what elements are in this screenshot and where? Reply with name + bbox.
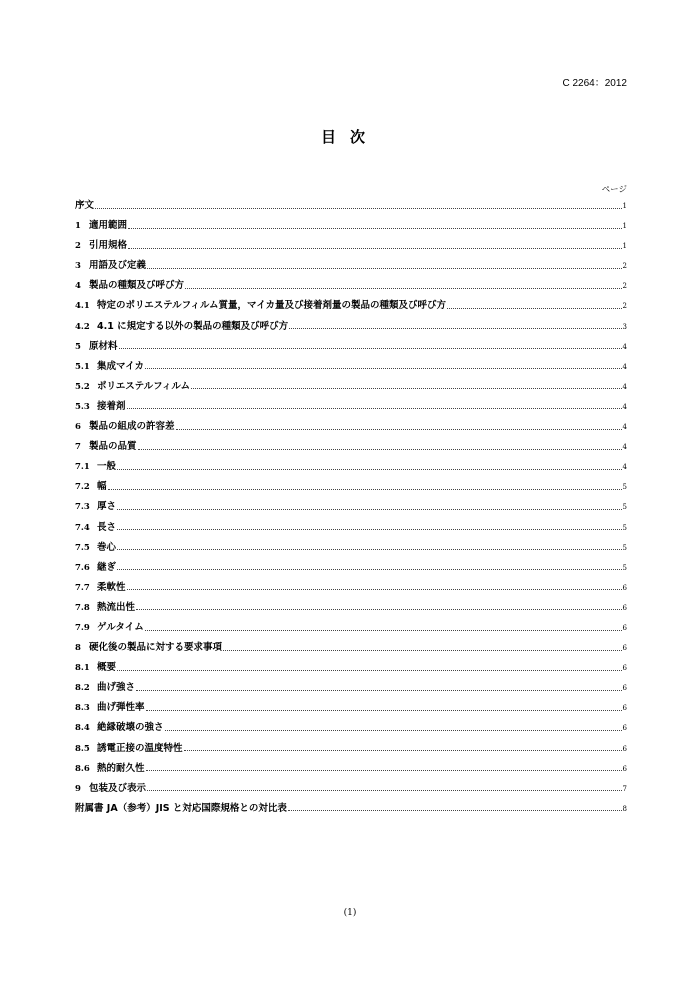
toc-entry[interactable] [75,477,627,497]
toc-entry-page: 6 [622,744,627,753]
toc-entry-page: 6 [622,764,627,773]
toc-entry-number: 5.1 [75,361,90,372]
toc-leader-dots [191,388,622,389]
toc-entry-label: 引用規格 [89,240,128,252]
toc-entry-page: 4 [622,443,627,452]
toc-entry[interactable] [75,236,627,256]
toc-entry-label: 絶縁破壊の強さ [97,722,164,734]
toc-entry-label: 柔軟性 [97,581,126,593]
toc-entry[interactable] [75,538,627,558]
toc-entry-page: 5 [622,543,627,552]
toc-entry-number: 4.1 [75,301,90,312]
toc-entry-label: 長さ [97,521,117,533]
toc-entry-page: 1 [622,222,627,231]
toc-leader-dots [136,690,622,691]
toc-entry-number: 7.5 [75,542,90,553]
toc-entry-label: 製品の組成の許容差 [89,421,175,433]
toc-leader-dots [447,308,622,309]
toc-entry-number: 1 [75,221,81,232]
toc-entry-number: 7.8 [75,602,90,613]
page-column-label: ページ [601,185,627,195]
toc-entry-label: 巻心 [97,541,117,553]
toc-entry-label: 厚さ [97,501,117,513]
toc-leader-dots [184,750,622,751]
toc-entry[interactable] [75,518,627,538]
toc-entry-page: 6 [622,644,627,653]
toc-entry-number: 8.1 [75,663,90,674]
toc-entry-label: 原材料 [89,340,118,352]
toc-leader-dots [145,630,622,631]
toc-entry-page: 3 [622,322,627,331]
toc-entry-number: 8.3 [75,703,90,714]
toc-entry[interactable] [75,437,627,457]
toc-entry-page: 1 [622,202,627,210]
toc-entry[interactable] [75,296,627,316]
toc-entry[interactable] [75,276,627,296]
toc-leader-dots [117,569,622,570]
document-code: C 2264：2012 [562,78,627,89]
toc-entry-label: 附属書 JA（参考）JIS と対応国際規格との対比表 [75,802,287,814]
toc-entry-page: 2 [622,282,627,291]
toc-leader-dots [185,288,622,289]
toc-entry-label: 適用範囲 [89,220,128,232]
toc-entry-label: 集成マイカ [97,360,145,372]
toc-entry-page: 4 [622,342,627,351]
toc-entry-page: 6 [622,583,627,592]
toc-entry-label: 硬化後の製品に対する要求事項 [89,642,223,654]
toc-entry[interactable] [75,417,627,437]
toc-entry-label: 誘電正接の温度特性 [97,742,183,754]
toc-entry-page: 6 [622,664,627,673]
toc-leader-dots [117,529,622,530]
toc-leader-dots [146,710,622,711]
toc-entry[interactable] [75,638,627,658]
toc-leader-dots [117,670,622,671]
toc-entry-label: 一般 [97,461,117,473]
toc-entry-number: 6 [75,422,81,433]
toc-entry-number: 4 [75,281,81,292]
toc-entry-label: 幅 [97,481,107,493]
toc-entry[interactable] [75,256,627,276]
toc-entry-page: 5 [622,483,627,492]
toc-entry-page: 6 [622,724,627,733]
toc-entry-label: ゲルタイム [97,621,144,633]
toc-entry[interactable] [75,377,627,397]
toc-entry-number: 7 [75,442,81,453]
toc-entry-page: 6 [622,684,627,693]
toc-entry-number: 4.2 [75,321,90,332]
toc-leader-dots [128,248,622,249]
toc-entry[interactable] [75,759,627,779]
toc-entry-label: 特定のポリエステルフィルム質量，マイカ量及び接着剤量の製品の種類及び呼び方 [97,300,447,312]
toc-entry-label: 曲げ弾性率 [97,702,145,714]
page-title: 目次 [320,128,379,146]
toc-leader-dots [128,228,622,229]
toc-entry-label: 4.1 に規定する以外の製品の種類及び呼び方 [97,320,289,332]
toc-entry[interactable] [75,779,627,799]
toc-entry-number: 8.2 [75,683,90,694]
toc-leader-dots [117,469,622,470]
toc-entry-page: 8 [622,804,627,813]
toc-entry-page: 6 [622,623,627,632]
page-number: (1) [343,908,357,918]
toc-entry[interactable] [75,799,627,819]
toc-entry[interactable] [75,718,627,738]
toc-entry-number: 7.9 [75,622,90,633]
toc-leader-dots [147,268,622,269]
toc-leader-dots [117,549,622,550]
toc-entry-label: 概要 [97,662,117,674]
toc-entry-page: 2 [622,262,627,271]
toc-leader-dots [127,589,622,590]
toc-entry-number: 7.1 [75,462,90,473]
toc-entry[interactable] [75,578,627,598]
toc-entry-number: 8.5 [75,743,90,754]
toc-entry[interactable] [75,598,627,618]
toc-leader-dots [146,770,622,771]
toc-entry[interactable] [75,357,627,377]
toc-entry[interactable] [75,497,627,517]
toc-entry-label: 用語及び定義 [89,260,147,272]
toc-leader-dots [117,509,622,510]
toc-entry[interactable] [75,739,627,759]
toc-entry[interactable] [75,397,627,417]
toc-entry-page: 4 [622,463,627,472]
toc-entry-number: 7.3 [75,502,90,513]
toc-entry-number: 7.2 [75,482,90,493]
toc-entry-number: 5.3 [75,401,90,412]
toc-entry-page: 4 [622,362,627,371]
toc-entry-page: 5 [622,563,627,572]
toc-leader-dots [147,790,622,791]
toc-entry-page: 7 [622,784,627,793]
toc-entry-number: 8.6 [75,763,90,774]
toc-entry-number: 5.2 [75,381,90,392]
toc-entry-label: 熱的耐久性 [97,762,145,774]
toc-entry-page: 2 [622,302,627,311]
toc-entry[interactable] [75,337,627,357]
toc-entry[interactable] [75,317,627,337]
toc-entry-page: 5 [622,523,627,532]
toc-entry[interactable] [75,698,627,718]
toc-entry-label: 接着剤 [97,400,126,412]
toc-entry-label: 継ぎ [97,561,117,573]
toc-entry-page: 6 [622,603,627,612]
toc-leader-dots [145,368,622,369]
toc-entry[interactable] [75,196,627,216]
toc-leader-dots [176,429,622,430]
table-of-contents [75,196,627,819]
toc-entry[interactable] [75,457,627,477]
toc-entry-label: ポリエステルフィルム [97,380,191,392]
toc-entry[interactable] [75,558,627,578]
toc-entry-label: 熱流出性 [97,601,136,613]
toc-leader-dots [289,328,621,329]
toc-entry-page: 4 [622,402,627,411]
toc-entry-number: 7.4 [75,522,90,533]
toc-leader-dots [288,810,622,811]
toc-leader-dots [136,609,622,610]
toc-leader-dots [223,650,622,651]
toc-entry-page: 6 [622,704,627,713]
toc-leader-dots [95,208,622,209]
toc-leader-dots [165,730,622,731]
toc-entry-label: 序文 [75,200,95,211]
toc-leader-dots [127,408,622,409]
toc-entry[interactable] [75,678,627,698]
toc-entry-page: 4 [622,423,627,432]
toc-entry-number: 3 [75,261,81,272]
toc-leader-dots [119,348,622,349]
toc-entry-label: 製品の品質 [89,441,137,453]
toc-entry-number: 8.4 [75,723,90,734]
toc-entry-label: 製品の種類及び呼び方 [89,280,185,292]
toc-entry-number: 9 [75,783,81,794]
toc-entry-page: 4 [622,382,627,391]
toc-entry-number: 8 [75,643,81,654]
toc-entry[interactable] [75,658,627,678]
toc-entry-label: 曲げ強さ [97,682,136,694]
toc-entry-number: 7.7 [75,582,90,593]
toc-leader-dots [138,449,622,450]
toc-entry-page: 1 [622,242,627,251]
toc-entry[interactable] [75,216,627,236]
toc-leader-dots [108,489,622,490]
toc-entry-number: 7.6 [75,562,90,573]
toc-entry[interactable] [75,618,627,638]
toc-entry-number: 2 [75,241,81,252]
toc-entry-page: 5 [622,503,627,512]
toc-entry-label: 包装及び表示 [89,782,147,794]
toc-entry-number: 5 [75,341,81,352]
